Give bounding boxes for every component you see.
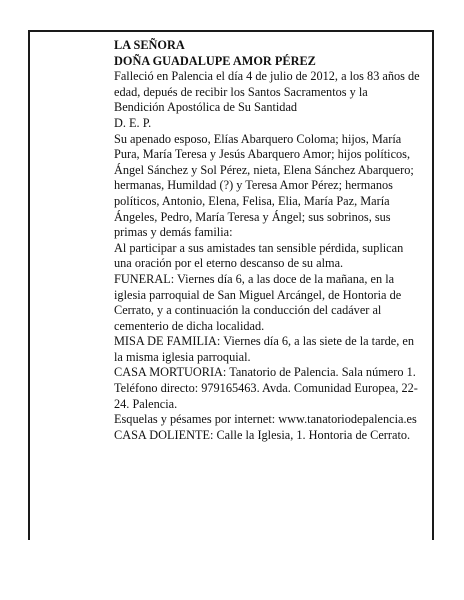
notice-heading-title: LA SEÑORA [114,38,185,52]
notice-heading-name: DOÑA GUADALUPE AMOR PÉREZ [114,53,316,68]
mourning-house-info: CASA DOLIENTE: Calle la Iglesia, 1. Hontoria de Cerrato. [114,427,411,442]
death-announcement: Falleció en Palencia el día 4 de julio de 2012, a los 83 años de edad, depués de recibir los Santos Sacramentos y la Bendición Apostólica de Su Santidad [114,69,420,115]
obituary-notice [114,38,420,443]
family-paragraph: Su apenado esposo, Elías Abarquero Coloma; hijos, María Pura, María Teresa y Jesús Abarquero Amor; hijos políticos, Ángel Sánchez y Sol Pérez, nieta, Elena Sánchez Abarquero; hermanas, Humildad (?) y Teresa Amor Pérez; hermanos políticos, Antonio, Elena, Felisa, Elia, María Paz, María Ángeles, Pedro, María Teresa y Ángel; sus sobrinos, sus primas y demás familia: [114,131,414,240]
prayer-request: Al participar a sus amistades tan sensible pérdida, suplican una oración por el eterno descanso de su alma. [114,240,404,271]
online-condolences: Esquelas y pésames por internet: www.tanatoriodepalencia.es [114,412,417,427]
family-mass-info: MISA DE FAMILIA: Viernes día 6, a las siete de la tarde, en la misma iglesia parroquial. [114,334,415,364]
mortuary-info: CASA MORTUORIA: Tanatorio de Palencia. Sala número 1. Teléfono directo: 979165463. Avda. Comunidad Europea, 22-24. Palencia. [114,365,418,411]
funeral-info: FUNERAL: Viernes día 6, a las doce de la mañana, en la iglesia parroquial de San Miguel Arcángel, de Hontoria de Cerrato, y a continuación la conducción del cadáver al cementerio de dicha localidad. [114,271,402,333]
rip-line: D. E. P. [114,115,152,130]
